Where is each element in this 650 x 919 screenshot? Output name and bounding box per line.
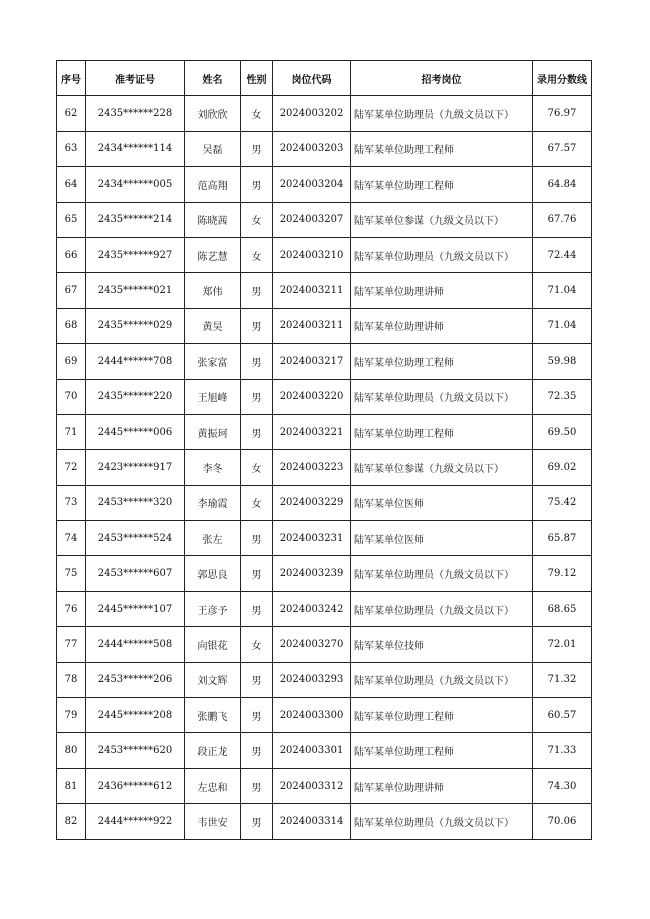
table-row bbox=[57, 521, 592, 556]
cell-score: 71.04 bbox=[533, 308, 592, 343]
cell-name: 吴磊 bbox=[185, 131, 241, 166]
cell-index: 69 bbox=[57, 344, 86, 379]
table-row bbox=[57, 627, 592, 662]
cell-name: 左忠和 bbox=[185, 768, 241, 803]
cell-index: 65 bbox=[57, 202, 86, 237]
cell-exam-id: 2445******107 bbox=[86, 591, 185, 626]
cell-gender: 男 bbox=[241, 768, 273, 803]
cell-exam-id: 2435******021 bbox=[86, 273, 185, 308]
cell-index: 66 bbox=[57, 237, 86, 272]
cell-index: 70 bbox=[57, 379, 86, 414]
table-body bbox=[57, 96, 592, 839]
table-row bbox=[57, 414, 592, 449]
cell-index: 64 bbox=[57, 167, 86, 202]
cell-post: 陆军某单位助理工程师 bbox=[351, 167, 533, 202]
cell-exam-id: 2453******620 bbox=[86, 733, 185, 768]
cell-exam-id: 2435******029 bbox=[86, 308, 185, 343]
cell-post-code: 2024003312 bbox=[273, 768, 351, 803]
cell-post-code: 2024003221 bbox=[273, 414, 351, 449]
cell-name: 刘文辉 bbox=[185, 662, 241, 697]
cell-exam-id: 2444******922 bbox=[86, 804, 185, 839]
cell-post-code: 2024003300 bbox=[273, 698, 351, 733]
cell-exam-id: 2434******005 bbox=[86, 167, 185, 202]
cell-score: 71.33 bbox=[533, 733, 592, 768]
cell-score: 71.32 bbox=[533, 662, 592, 697]
cell-gender: 女 bbox=[241, 237, 273, 272]
header-post-code: 岗位代码 bbox=[273, 61, 351, 96]
cell-gender: 男 bbox=[241, 521, 273, 556]
cell-score: 67.57 bbox=[533, 131, 592, 166]
cell-exam-id: 2435******214 bbox=[86, 202, 185, 237]
cell-post-code: 2024003203 bbox=[273, 131, 351, 166]
cell-post-code: 2024003229 bbox=[273, 485, 351, 520]
cell-name: 韦世安 bbox=[185, 804, 241, 839]
cell-name: 王旭峰 bbox=[185, 379, 241, 414]
cell-index: 68 bbox=[57, 308, 86, 343]
cell-score: 64.84 bbox=[533, 167, 592, 202]
cell-gender: 男 bbox=[241, 414, 273, 449]
cell-index: 80 bbox=[57, 733, 86, 768]
cell-name: 郑伟 bbox=[185, 273, 241, 308]
cell-index: 79 bbox=[57, 698, 86, 733]
cell-post-code: 2024003210 bbox=[273, 237, 351, 272]
header-name: 姓名 bbox=[185, 61, 241, 96]
cell-post-code: 2024003239 bbox=[273, 556, 351, 591]
cell-gender: 男 bbox=[241, 804, 273, 839]
cell-name: 黄振珂 bbox=[185, 414, 241, 449]
table-row bbox=[57, 273, 592, 308]
header-score: 录用分数线 bbox=[533, 61, 592, 96]
cell-post: 陆军某单位医师 bbox=[351, 485, 533, 520]
cell-gender: 男 bbox=[241, 273, 273, 308]
cell-gender: 女 bbox=[241, 485, 273, 520]
table-row bbox=[57, 556, 592, 591]
table-row bbox=[57, 131, 592, 166]
cell-post: 陆军某单位助理工程师 bbox=[351, 344, 533, 379]
cell-name: 段正龙 bbox=[185, 733, 241, 768]
cell-post: 陆军某单位助理员（九级文员以下） bbox=[351, 379, 533, 414]
cell-index: 72 bbox=[57, 450, 86, 485]
cell-gender: 女 bbox=[241, 96, 273, 131]
cell-gender: 女 bbox=[241, 627, 273, 662]
cell-score: 59.98 bbox=[533, 344, 592, 379]
table-row bbox=[57, 450, 592, 485]
cell-gender: 女 bbox=[241, 450, 273, 485]
cell-score: 72.35 bbox=[533, 379, 592, 414]
cell-post: 陆军某单位助理员（九级文员以下） bbox=[351, 591, 533, 626]
table-row bbox=[57, 308, 592, 343]
table-row bbox=[57, 591, 592, 626]
table-row bbox=[57, 167, 592, 202]
cell-score: 76.97 bbox=[533, 96, 592, 131]
cell-exam-id: 2444******508 bbox=[86, 627, 185, 662]
cell-gender: 女 bbox=[241, 202, 273, 237]
cell-index: 62 bbox=[57, 96, 86, 131]
cell-name: 刘欣欣 bbox=[185, 96, 241, 131]
header-row bbox=[57, 61, 592, 96]
cell-score: 79.12 bbox=[533, 556, 592, 591]
table-row bbox=[57, 698, 592, 733]
cell-post-code: 2024003211 bbox=[273, 308, 351, 343]
cell-post-code: 2024003204 bbox=[273, 167, 351, 202]
cell-score: 71.04 bbox=[533, 273, 592, 308]
cell-index: 71 bbox=[57, 414, 86, 449]
table-row bbox=[57, 96, 592, 131]
table-row bbox=[57, 804, 592, 839]
cell-score: 67.76 bbox=[533, 202, 592, 237]
cell-post: 陆军某单位参谋（九级文员以下） bbox=[351, 202, 533, 237]
cell-post: 陆军某单位助理员（九级文员以下） bbox=[351, 804, 533, 839]
cell-post: 陆军某单位助理员（九级文员以下） bbox=[351, 662, 533, 697]
header-gender: 性别 bbox=[241, 61, 273, 96]
cell-name: 李瑜霞 bbox=[185, 485, 241, 520]
cell-name: 陈艺慧 bbox=[185, 237, 241, 272]
cell-score: 69.02 bbox=[533, 450, 592, 485]
cell-post-code: 2024003270 bbox=[273, 627, 351, 662]
cell-exam-id: 2435******927 bbox=[86, 237, 185, 272]
cell-name: 张鹏飞 bbox=[185, 698, 241, 733]
cell-gender: 男 bbox=[241, 556, 273, 591]
cell-exam-id: 2435******228 bbox=[86, 96, 185, 131]
cell-score: 69.50 bbox=[533, 414, 592, 449]
cell-score: 70.06 bbox=[533, 804, 592, 839]
cell-post: 陆军某单位参谋（九级文员以下） bbox=[351, 450, 533, 485]
cell-exam-id: 2445******208 bbox=[86, 698, 185, 733]
cell-exam-id: 2453******320 bbox=[86, 485, 185, 520]
cell-post-code: 2024003220 bbox=[273, 379, 351, 414]
table-row bbox=[57, 344, 592, 379]
header-index: 序号 bbox=[57, 61, 86, 96]
cell-name: 黄昊 bbox=[185, 308, 241, 343]
cell-post: 陆军某单位助理工程师 bbox=[351, 698, 533, 733]
cell-post-code: 2024003242 bbox=[273, 591, 351, 626]
cell-post-code: 2024003207 bbox=[273, 202, 351, 237]
cell-post: 陆军某单位助理员（九级文员以下） bbox=[351, 96, 533, 131]
cell-post-code: 2024003231 bbox=[273, 521, 351, 556]
cell-post: 陆军某单位助理工程师 bbox=[351, 414, 533, 449]
cell-post: 陆军某单位医师 bbox=[351, 521, 533, 556]
cell-post-code: 2024003314 bbox=[273, 804, 351, 839]
cell-index: 63 bbox=[57, 131, 86, 166]
cell-post: 陆军某单位助理员（九级文员以下） bbox=[351, 556, 533, 591]
cell-post: 陆军某单位助理员（九级文员以下） bbox=[351, 237, 533, 272]
cell-index: 75 bbox=[57, 556, 86, 591]
cell-gender: 男 bbox=[241, 698, 273, 733]
cell-index: 77 bbox=[57, 627, 86, 662]
cell-name: 范高翔 bbox=[185, 167, 241, 202]
cell-post-code: 2024003223 bbox=[273, 450, 351, 485]
cell-post: 陆军某单位助理讲师 bbox=[351, 768, 533, 803]
cell-gender: 男 bbox=[241, 733, 273, 768]
cell-name: 王彦予 bbox=[185, 591, 241, 626]
cell-name: 张家富 bbox=[185, 344, 241, 379]
table-row bbox=[57, 202, 592, 237]
cell-score: 74.30 bbox=[533, 768, 592, 803]
cell-post-code: 2024003211 bbox=[273, 273, 351, 308]
table-header bbox=[57, 61, 592, 96]
cell-exam-id: 2436******612 bbox=[86, 768, 185, 803]
cell-post-code: 2024003301 bbox=[273, 733, 351, 768]
cell-post-code: 2024003293 bbox=[273, 662, 351, 697]
cell-post: 陆军某单位助理工程师 bbox=[351, 733, 533, 768]
cell-score: 72.44 bbox=[533, 237, 592, 272]
cell-score: 72.01 bbox=[533, 627, 592, 662]
table-row bbox=[57, 379, 592, 414]
cell-exam-id: 2444******708 bbox=[86, 344, 185, 379]
cell-gender: 男 bbox=[241, 591, 273, 626]
cell-index: 81 bbox=[57, 768, 86, 803]
cell-exam-id: 2453******607 bbox=[86, 556, 185, 591]
cell-gender: 男 bbox=[241, 344, 273, 379]
cell-gender: 男 bbox=[241, 131, 273, 166]
cell-index: 76 bbox=[57, 591, 86, 626]
table-row bbox=[57, 733, 592, 768]
results-table bbox=[56, 60, 592, 840]
cell-exam-id: 2453******524 bbox=[86, 521, 185, 556]
table-row bbox=[57, 237, 592, 272]
table-row bbox=[57, 485, 592, 520]
cell-gender: 男 bbox=[241, 662, 273, 697]
cell-score: 60.57 bbox=[533, 698, 592, 733]
cell-index: 67 bbox=[57, 273, 86, 308]
cell-index: 73 bbox=[57, 485, 86, 520]
header-post: 招考岗位 bbox=[351, 61, 533, 96]
cell-exam-id: 2423******917 bbox=[86, 450, 185, 485]
cell-name: 郭思良 bbox=[185, 556, 241, 591]
cell-post: 陆军某单位技师 bbox=[351, 627, 533, 662]
cell-post-code: 2024003217 bbox=[273, 344, 351, 379]
cell-index: 78 bbox=[57, 662, 86, 697]
cell-name: 向银花 bbox=[185, 627, 241, 662]
header-exam-id: 准考证号 bbox=[86, 61, 185, 96]
cell-post: 陆军某单位助理讲师 bbox=[351, 308, 533, 343]
cell-score: 65.87 bbox=[533, 521, 592, 556]
cell-name: 李冬 bbox=[185, 450, 241, 485]
cell-gender: 男 bbox=[241, 167, 273, 202]
cell-exam-id: 2434******114 bbox=[86, 131, 185, 166]
cell-score: 68.65 bbox=[533, 591, 592, 626]
cell-post: 陆军某单位助理工程师 bbox=[351, 131, 533, 166]
cell-post: 陆军某单位助理讲师 bbox=[351, 273, 533, 308]
cell-score: 75.42 bbox=[533, 485, 592, 520]
cell-exam-id: 2435******220 bbox=[86, 379, 185, 414]
table-row bbox=[57, 662, 592, 697]
cell-index: 74 bbox=[57, 521, 86, 556]
cell-name: 陈晓茜 bbox=[185, 202, 241, 237]
cell-index: 82 bbox=[57, 804, 86, 839]
cell-exam-id: 2453******206 bbox=[86, 662, 185, 697]
table-row bbox=[57, 768, 592, 803]
cell-gender: 男 bbox=[241, 308, 273, 343]
cell-post-code: 2024003202 bbox=[273, 96, 351, 131]
cell-name: 张左 bbox=[185, 521, 241, 556]
cell-exam-id: 2445******006 bbox=[86, 414, 185, 449]
cell-gender: 男 bbox=[241, 379, 273, 414]
